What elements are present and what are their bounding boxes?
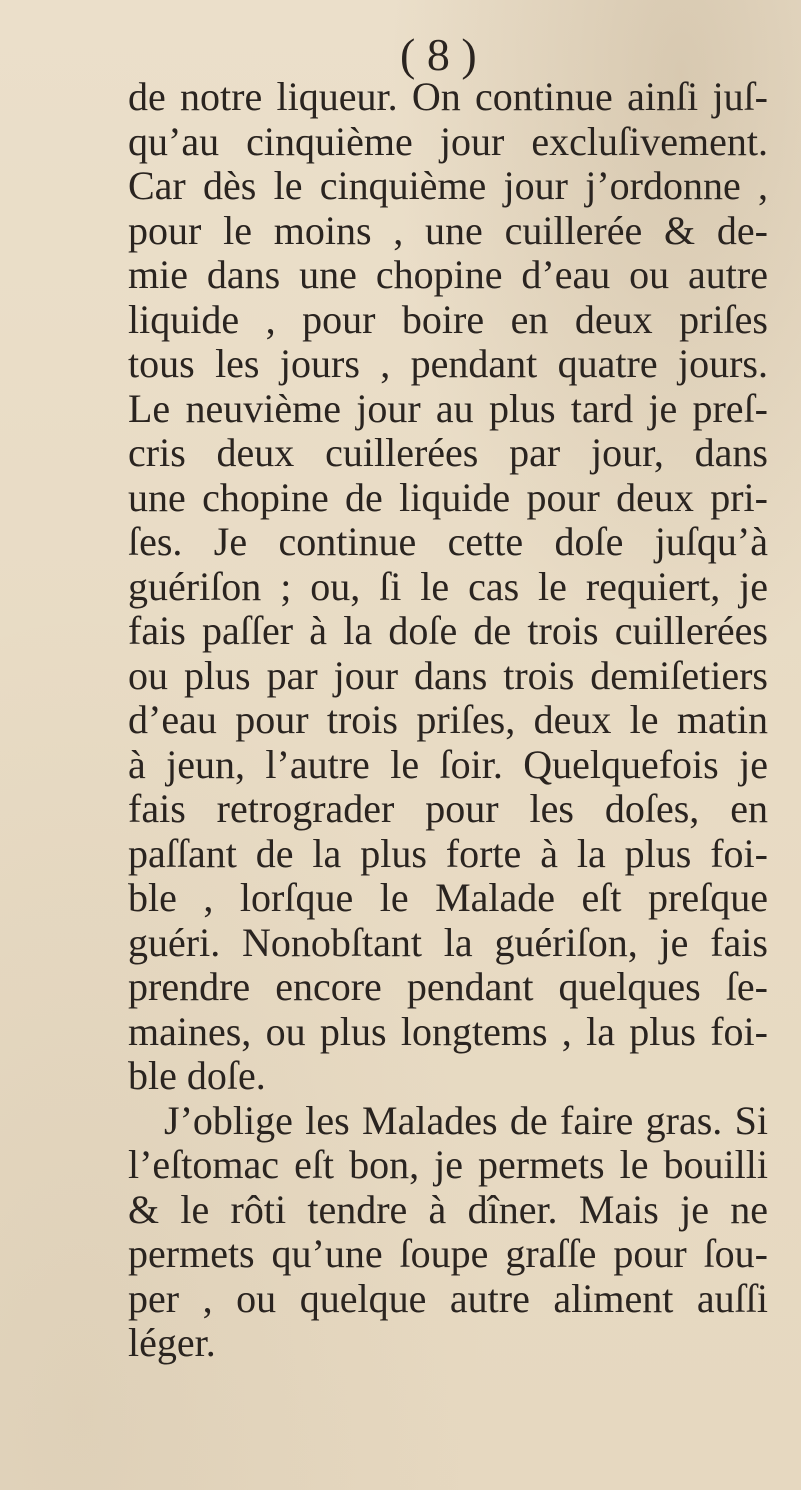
text-line: cris deux cuillerées par jour, dans	[128, 430, 768, 475]
text-line: Le neuvième jour au plus tard je preſ-	[128, 385, 768, 431]
text-line: maines, ou plus longtems , la plus foi-	[128, 1008, 768, 1054]
text-line: ſes. Je continue cette doſe juſqu’à	[128, 519, 768, 564]
page-number: ( 8 )	[400, 29, 477, 80]
text-line: fais paſſer à la doſe de trois cuillerées	[128, 608, 768, 653]
text-line: guériſon ; ou, ſi le cas le requiert, je	[128, 563, 768, 609]
text-line: liquide , pour boire en deux priſes	[128, 296, 768, 342]
paragraph-start-line: J’oblige les Malades de faire gras. Si	[164, 1097, 768, 1143]
text-line: per , ou quelque autre aliment auſſi	[128, 1275, 768, 1321]
text-line: une chopine de liquide pour deux pri-	[128, 474, 768, 520]
text-line: paſſant de la plus forte à la plus foi-	[128, 830, 768, 876]
body-text	[128, 75, 768, 1366]
text-line: d’eau pour trois priſes, deux le matin	[128, 697, 768, 742]
text-line: ou plus par jour dans trois demiſetiers	[128, 652, 768, 698]
text-line: de notre liqueur. On continue ainſi juſ-	[128, 74, 768, 119]
text-line: mie dans une chopine d’eau ou autre	[128, 252, 768, 297]
text-line: à jeun, l’autre le ſoir. Quelquefois je	[128, 741, 768, 787]
text-line: prendre encore pendant quelques ſe-	[128, 964, 768, 1009]
text-line: fais retrograder pour les doſes, en	[128, 786, 768, 831]
text-line: permets qu’une ſoupe graſſe pour ſou-	[128, 1231, 768, 1276]
text-line: Car dès le cinquième jour j’ordonne ,	[128, 163, 768, 208]
text-line: pour le moins , une cuillerée & de-	[128, 207, 768, 253]
text-line: guéri. Nonobſtant la guériſon, je fais	[128, 919, 768, 965]
text-line: tous les jours , pendant quatre jours.	[128, 341, 768, 386]
text-line: & le rôti tendre à dîner. Mais je ne	[128, 1186, 768, 1232]
text-line: léger.	[128, 1320, 216, 1365]
text-line: ble , lorſque le Malade eſt preſque	[128, 875, 768, 920]
text-line: qu’au cinquième jour excluſivement.	[128, 118, 768, 164]
text-line: ble doſe.	[128, 1053, 266, 1098]
text-line: l’eſtomac eſt bon, je permets le bouilli	[128, 1142, 768, 1187]
